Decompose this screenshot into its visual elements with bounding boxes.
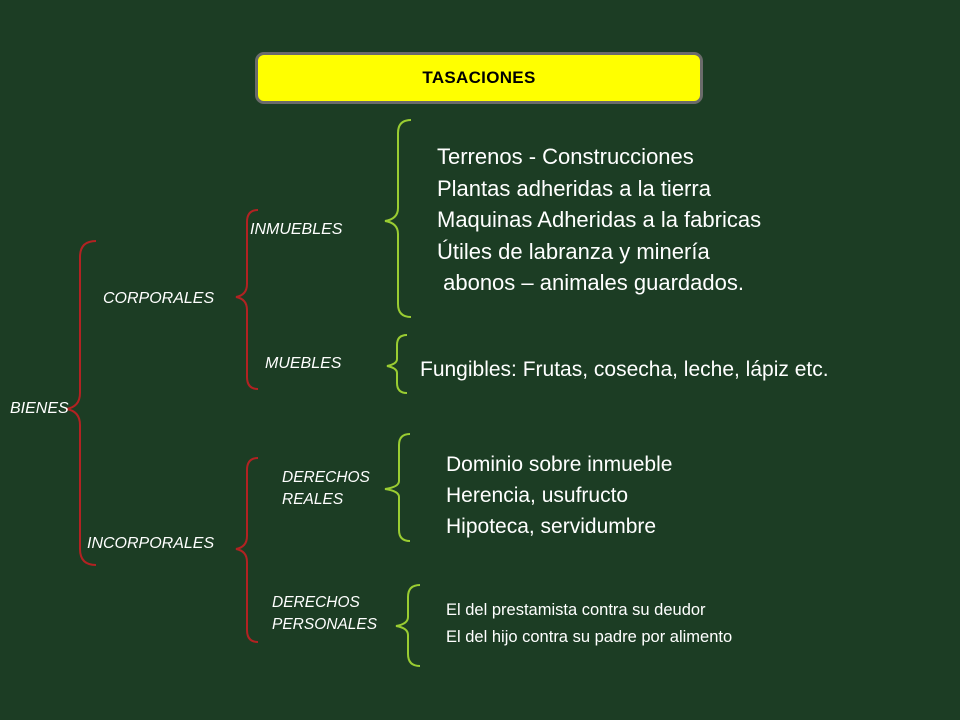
list-item: El del prestamista contra su deudor	[446, 601, 706, 619]
inmuebles-label: INMUEBLES	[250, 221, 343, 238]
derechos-personales-label	[272, 592, 377, 636]
muebles-label: MUEBLES	[265, 355, 342, 372]
incorporales-label: INCORPORALES	[87, 535, 215, 552]
root-label: BIENES	[10, 400, 69, 417]
list-item: Dominio sobre inmueble	[446, 453, 673, 476]
list-item: Fungibles: Frutas, cosecha, leche, lápiz etc.	[420, 358, 829, 381]
list-item: Terrenos - Construcciones	[437, 144, 694, 169]
page-title: TASACIONES	[422, 68, 536, 87]
derechos-reales-label-line2: REALES	[282, 491, 344, 508]
title-box	[255, 52, 703, 104]
derechos-personales-bracket	[396, 585, 420, 666]
list-item: Útiles de labranza y minería	[437, 238, 710, 264]
muebles-items	[420, 354, 829, 385]
bienes-bracket	[66, 241, 96, 565]
incorporales-bracket	[236, 458, 258, 642]
derechos-reales-label-line1: DERECHOS	[282, 469, 370, 486]
muebles-bracket	[387, 335, 407, 393]
corporales-label: CORPORALES	[103, 290, 215, 307]
list-item: Plantas adheridas a la tierra	[437, 175, 711, 201]
derechos-personales-items	[446, 597, 732, 651]
list-item: Herencia, usufructo	[446, 484, 629, 507]
list-item: Hipoteca, servidumbre	[446, 515, 657, 538]
list-item: Maquinas Adheridas a la fabricas	[437, 207, 762, 232]
derechos-personales-label-line1: DERECHOS	[272, 594, 360, 611]
derechos-reales-label	[282, 467, 370, 511]
derechos-reales-bracket	[385, 434, 410, 541]
derechos-personales-label-line2: PERSONALES	[272, 616, 378, 633]
list-item: El del hijo contra su padre por alimento	[446, 628, 733, 646]
inmuebles-bracket	[385, 120, 411, 317]
inmuebles-items	[437, 141, 761, 299]
derechos-reales-items	[446, 449, 672, 542]
list-item: abonos – animales guardados.	[437, 270, 744, 295]
